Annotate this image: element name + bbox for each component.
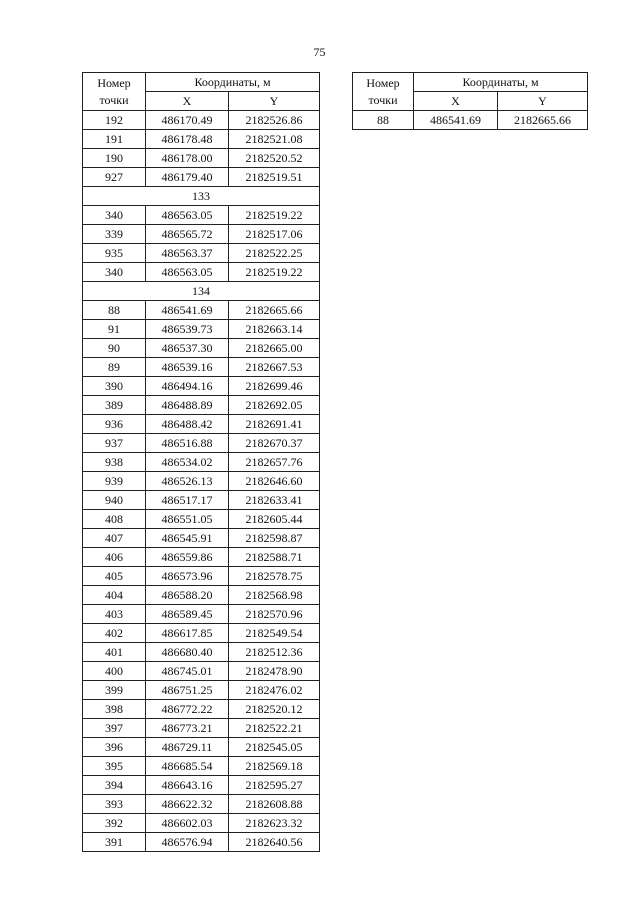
section-row xyxy=(83,187,320,206)
x-coordinate-cell: 486751.25 xyxy=(146,681,229,700)
y-coordinate-cell: 2182512.36 xyxy=(229,643,320,662)
y-header: Y xyxy=(498,92,588,111)
table-row xyxy=(83,396,320,415)
point-number-header-line2: точки xyxy=(368,92,398,107)
point-number-cell: 408 xyxy=(83,510,146,529)
x-coordinate-cell: 486488.42 xyxy=(146,415,229,434)
y-coordinate-cell: 2182522.25 xyxy=(229,244,320,263)
y-coordinate-cell: 2182521.08 xyxy=(229,130,320,149)
x-coordinate-cell: 486588.20 xyxy=(146,586,229,605)
table-row xyxy=(353,111,588,130)
table-row xyxy=(83,472,320,491)
point-number-cell: 390 xyxy=(83,377,146,396)
y-coordinate-cell: 2182623.32 xyxy=(229,814,320,833)
x-coordinate-cell: 486680.40 xyxy=(146,643,229,662)
point-number-cell: 939 xyxy=(83,472,146,491)
point-number-cell: 401 xyxy=(83,643,146,662)
y-coordinate-cell: 2182519.51 xyxy=(229,168,320,187)
table-row xyxy=(83,814,320,833)
point-number-header-line1: Номер xyxy=(366,75,400,90)
x-coordinate-cell: 486643.16 xyxy=(146,776,229,795)
point-number-cell: 935 xyxy=(83,244,146,263)
y-coordinate-cell: 2182588.71 xyxy=(229,548,320,567)
y-coordinate-cell: 2182665.00 xyxy=(229,339,320,358)
y-coordinate-cell: 2182478.90 xyxy=(229,662,320,681)
y-coordinate-cell: 2182605.44 xyxy=(229,510,320,529)
y-coordinate-cell: 2182665.66 xyxy=(229,301,320,320)
y-coordinate-cell: 2182595.27 xyxy=(229,776,320,795)
table-row xyxy=(83,681,320,700)
y-coordinate-cell: 2182545.05 xyxy=(229,738,320,757)
point-number-cell: 402 xyxy=(83,624,146,643)
table-row xyxy=(83,757,320,776)
y-coordinate-cell: 2182526.86 xyxy=(229,111,320,130)
y-coordinate-cell: 2182608.88 xyxy=(229,795,320,814)
x-coordinate-cell: 486551.05 xyxy=(146,510,229,529)
y-coordinate-cell: 2182657.76 xyxy=(229,453,320,472)
table-row xyxy=(83,795,320,814)
x-coordinate-cell: 486537.30 xyxy=(146,339,229,358)
table-row xyxy=(83,624,320,643)
side-table-body xyxy=(353,111,588,130)
point-number-header xyxy=(353,73,414,111)
table-row xyxy=(83,225,320,244)
table-row xyxy=(83,548,320,567)
point-number-cell: 89 xyxy=(83,358,146,377)
x-coordinate-cell: 486526.13 xyxy=(146,472,229,491)
table-row xyxy=(83,111,320,130)
x-coordinate-cell: 486179.40 xyxy=(146,168,229,187)
point-number-cell: 88 xyxy=(83,301,146,320)
point-number-cell: 936 xyxy=(83,415,146,434)
point-number-cell: 399 xyxy=(83,681,146,700)
y-coordinate-cell: 2182519.22 xyxy=(229,206,320,225)
x-coordinate-cell: 486539.73 xyxy=(146,320,229,339)
point-number-cell: 392 xyxy=(83,814,146,833)
y-coordinate-cell: 2182568.98 xyxy=(229,586,320,605)
table-row xyxy=(83,358,320,377)
y-coordinate-cell: 2182570.96 xyxy=(229,605,320,624)
table-row xyxy=(83,510,320,529)
y-coordinate-cell: 2182569.18 xyxy=(229,757,320,776)
y-coordinate-cell: 2182670.37 xyxy=(229,434,320,453)
point-number-cell: 940 xyxy=(83,491,146,510)
table-row xyxy=(83,776,320,795)
y-header: Y xyxy=(229,92,320,111)
x-coordinate-cell: 486517.17 xyxy=(146,491,229,510)
y-coordinate-cell: 2182522.21 xyxy=(229,719,320,738)
y-coordinate-cell: 2182665.66 xyxy=(498,111,588,130)
coordinates-header: Координаты, м xyxy=(414,73,588,92)
point-number-cell: 398 xyxy=(83,700,146,719)
coordinates-table-main xyxy=(82,72,320,852)
table-row xyxy=(83,605,320,624)
y-coordinate-cell: 2182692.05 xyxy=(229,396,320,415)
table-row xyxy=(83,149,320,168)
table-row xyxy=(83,491,320,510)
point-number-cell: 393 xyxy=(83,795,146,814)
point-number-cell: 927 xyxy=(83,168,146,187)
table-row xyxy=(83,263,320,282)
x-coordinate-cell: 486539.16 xyxy=(146,358,229,377)
point-number-cell: 192 xyxy=(83,111,146,130)
x-coordinate-cell: 486602.03 xyxy=(146,814,229,833)
table-row xyxy=(83,700,320,719)
y-coordinate-cell: 2182646.60 xyxy=(229,472,320,491)
y-coordinate-cell: 2182520.12 xyxy=(229,700,320,719)
table-row xyxy=(83,833,320,852)
point-number-cell: 340 xyxy=(83,206,146,225)
table-row xyxy=(83,130,320,149)
page-number: 75 xyxy=(313,45,326,59)
table-row xyxy=(83,244,320,263)
point-number-header xyxy=(83,73,146,111)
point-number-cell: 403 xyxy=(83,605,146,624)
y-coordinate-cell: 2182667.53 xyxy=(229,358,320,377)
x-coordinate-cell: 486563.05 xyxy=(146,206,229,225)
table-row xyxy=(83,320,320,339)
x-coordinate-cell: 486573.96 xyxy=(146,567,229,586)
table-row xyxy=(83,339,320,358)
x-coordinate-cell: 486745.01 xyxy=(146,662,229,681)
table-row xyxy=(83,567,320,586)
point-number-cell: 394 xyxy=(83,776,146,795)
point-number-cell: 405 xyxy=(83,567,146,586)
x-coordinate-cell: 486516.88 xyxy=(146,434,229,453)
x-coordinate-cell: 486565.72 xyxy=(146,225,229,244)
table-row xyxy=(83,206,320,225)
y-coordinate-cell: 2182520.52 xyxy=(229,149,320,168)
table-row xyxy=(83,662,320,681)
point-number-cell: 191 xyxy=(83,130,146,149)
table-row xyxy=(83,415,320,434)
point-number-cell: 391 xyxy=(83,833,146,852)
point-number-cell: 400 xyxy=(83,662,146,681)
table-row xyxy=(83,719,320,738)
x-coordinate-cell: 486576.94 xyxy=(146,833,229,852)
point-number-header-line2: точки xyxy=(99,92,129,107)
x-coordinate-cell: 486563.37 xyxy=(146,244,229,263)
x-header: X xyxy=(414,92,498,111)
point-number-cell: 395 xyxy=(83,757,146,776)
x-coordinate-cell: 486559.86 xyxy=(146,548,229,567)
x-coordinate-cell: 486617.85 xyxy=(146,624,229,643)
x-coordinate-cell: 486541.69 xyxy=(414,111,498,130)
point-number-cell: 406 xyxy=(83,548,146,567)
coordinates-header: Координаты, м xyxy=(146,73,320,92)
x-coordinate-cell: 486622.32 xyxy=(146,795,229,814)
y-coordinate-cell: 2182633.41 xyxy=(229,491,320,510)
x-coordinate-cell: 486545.91 xyxy=(146,529,229,548)
point-number-cell: 389 xyxy=(83,396,146,415)
table-row xyxy=(83,434,320,453)
table-row xyxy=(83,377,320,396)
section-number: 133 xyxy=(83,187,320,206)
table-row xyxy=(83,301,320,320)
x-coordinate-cell: 486488.89 xyxy=(146,396,229,415)
table-row xyxy=(83,643,320,662)
x-coordinate-cell: 486773.21 xyxy=(146,719,229,738)
x-coordinate-cell: 486772.22 xyxy=(146,700,229,719)
x-coordinate-cell: 486178.48 xyxy=(146,130,229,149)
y-coordinate-cell: 2182691.41 xyxy=(229,415,320,434)
x-coordinate-cell: 486494.16 xyxy=(146,377,229,396)
y-coordinate-cell: 2182699.46 xyxy=(229,377,320,396)
y-coordinate-cell: 2182663.14 xyxy=(229,320,320,339)
x-coordinate-cell: 486170.49 xyxy=(146,111,229,130)
y-coordinate-cell: 2182476.02 xyxy=(229,681,320,700)
x-coordinate-cell: 486563.05 xyxy=(146,263,229,282)
point-number-cell: 938 xyxy=(83,453,146,472)
x-coordinate-cell: 486729.11 xyxy=(146,738,229,757)
point-number-cell: 91 xyxy=(83,320,146,339)
point-number-cell: 90 xyxy=(83,339,146,358)
y-coordinate-cell: 2182517.06 xyxy=(229,225,320,244)
point-number-cell: 396 xyxy=(83,738,146,757)
x-coordinate-cell: 486534.02 xyxy=(146,453,229,472)
table-row xyxy=(83,738,320,757)
point-number-cell: 88 xyxy=(353,111,414,130)
point-number-cell: 397 xyxy=(83,719,146,738)
y-coordinate-cell: 2182598.87 xyxy=(229,529,320,548)
point-number-cell: 404 xyxy=(83,586,146,605)
y-coordinate-cell: 2182519.22 xyxy=(229,263,320,282)
x-coordinate-cell: 486541.69 xyxy=(146,301,229,320)
point-number-cell: 190 xyxy=(83,149,146,168)
table-row xyxy=(83,453,320,472)
point-number-cell: 340 xyxy=(83,263,146,282)
main-table-body xyxy=(83,111,320,852)
x-coordinate-cell: 486685.54 xyxy=(146,757,229,776)
table-row xyxy=(83,529,320,548)
table-row xyxy=(83,586,320,605)
x-coordinate-cell: 486589.45 xyxy=(146,605,229,624)
point-number-cell: 937 xyxy=(83,434,146,453)
point-number-cell: 407 xyxy=(83,529,146,548)
section-row xyxy=(83,282,320,301)
coordinates-table-side xyxy=(352,72,588,130)
x-header: X xyxy=(146,92,229,111)
section-number: 134 xyxy=(83,282,320,301)
table-row xyxy=(83,168,320,187)
y-coordinate-cell: 2182578.75 xyxy=(229,567,320,586)
x-coordinate-cell: 486178.00 xyxy=(146,149,229,168)
y-coordinate-cell: 2182640.56 xyxy=(229,833,320,852)
point-number-header-line1: Номер xyxy=(97,75,131,90)
y-coordinate-cell: 2182549.54 xyxy=(229,624,320,643)
point-number-cell: 339 xyxy=(83,225,146,244)
